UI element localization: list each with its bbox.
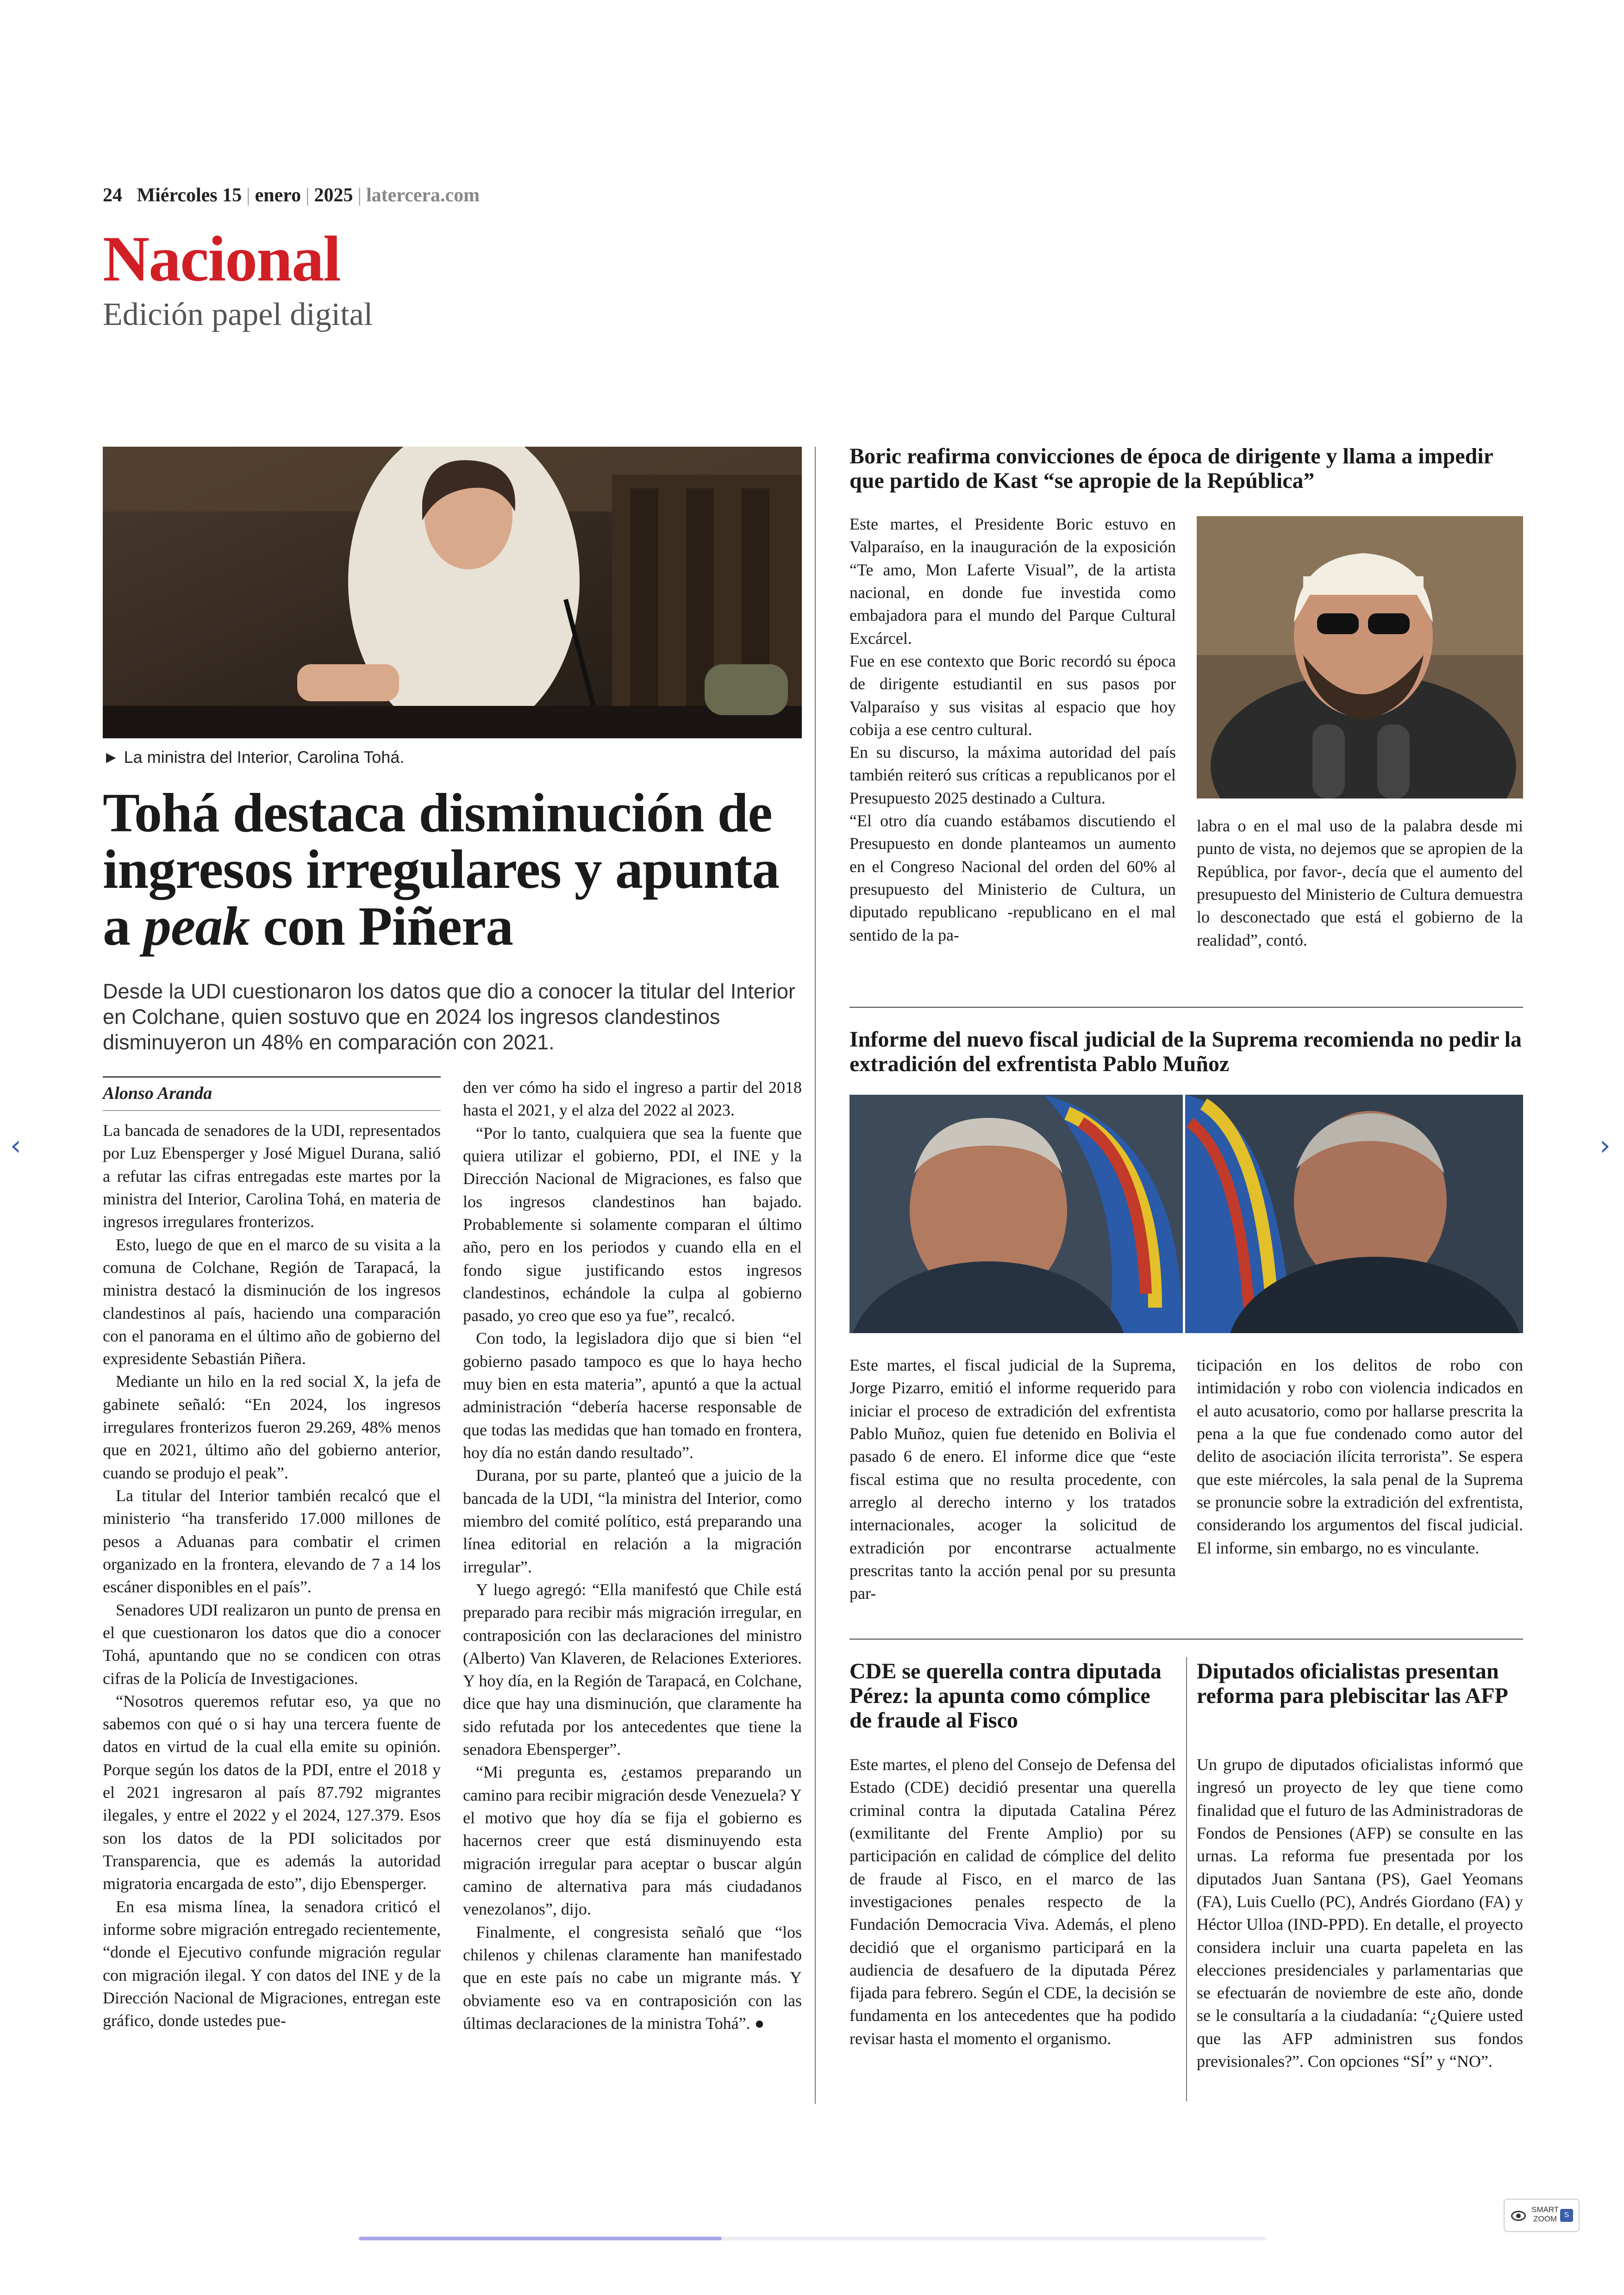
main-col2-p: Con todo, la legisladora dijo que si bien “el gobierno pasado tampoco es que lo haya hecho muy bien en esta materia”, apuntó a que la actual administración “debería hacerse responsable de que todas las medidas que han tomado en frontera, hoy día no están dando resultado”. [463, 1329, 802, 1462]
main-byline: Alonso Aranda [103, 1084, 212, 1103]
cde-body [849, 1753, 1176, 2050]
main-headline-end: con Piñera [263, 895, 513, 957]
smart-zoom-label-2: ZOOM [1533, 2214, 1557, 2224]
main-col1-p: Esto, luego de que en el marco de su visita a la comuna de Colchane, Región de Tarapacá, la ministra destacó la disminución de los ingresos clandestinos al país, haciendo una comparación con el panorama en el último año de gobierno del expresidente Sebastián Piñera. [103, 1235, 441, 1368]
section-subtitle: Edición papel digital [103, 297, 373, 332]
main-col1-p: En esa misma línea, la senadora criticó el informe sobre migración entregado recientemente, “donde el Ejecutivo confunde migración regular con migración ilegal. Y con datos del INE y de la Dirección Nacional de Migraciones, entregan este gráfico, donde ustedes pue- [103, 1897, 441, 2030]
main-photo-caption: ► La ministra del Interior, Carolina Tohá. [103, 748, 405, 767]
main-col2-p: Y luego agregó: “Ella manifestó que Chile está preparado para recibir más migración irregular, en contraposición con las declaraciones del ministro (Alberto) Van Klaveren, de Relaciones Exteriores. Y hoy día, en la Región de Tarapacá, en Colchane, dice que hay una disminución, que claramente ha sido refutada por los antecedentes que tiene la senadora Ebensperger”. [463, 1580, 802, 1759]
boric-photo-illustration [1197, 516, 1523, 798]
header-month: enero [255, 185, 301, 206]
boric-p: “El otro día cuando estábamos discutiendo el Presupuesto en donde planteamos un aumento en el Congreso Nacional del orden del 60% al presupuesto del Ministerio de Cultura, un diputado republicano -republicano en el mal sentido de la pa- [849, 811, 1176, 944]
fiscal-col-2 [1197, 1354, 1523, 1559]
page-progress-fill [359, 2237, 722, 2240]
smart-zoom-button[interactable] [1504, 2199, 1580, 2232]
main-col1-p: Mediante un hilo en la red social X, la jefa de gabinete señaló: “En 2024, los ingresos irregulares fronterizos fueron 29.269, 48% menos que en 2021, último año del gobierno anterior, cuando se produjo el peak”. [103, 1372, 441, 1482]
eye-icon [1511, 2211, 1526, 2221]
section-title: Nacional [103, 223, 340, 295]
column-divider [815, 447, 816, 2104]
boric-headline: Boric reafirma convicciones de época de dirigente y llama a impedir que partido de Kast “se apropie de la República” [849, 444, 1493, 493]
bottom-column-divider [1186, 1657, 1187, 2102]
main-headline-text: Tohá destaca disminución de ingresos irregulares y apunta a [103, 782, 780, 957]
main-headline [103, 782, 806, 957]
next-page-icon[interactable]: › [1599, 1129, 1611, 1162]
fiscal-col-1 [849, 1354, 1176, 1605]
main-col2-p: Durana, por su parte, planteó que a juicio de la bancada de la UDI, “la ministra del Interior, como miembro del comité político, está preparando una línea editorial en relación a la migración irregular”. [463, 1466, 802, 1576]
main-headline-italic: peak [144, 895, 250, 957]
fiscal-photo-left [849, 1095, 1183, 1333]
munoz-photo-illustration [849, 1095, 1183, 1333]
byline-rule-bottom [103, 1110, 441, 1111]
header-year: 2025 [314, 185, 353, 206]
section-rule-1 [849, 1007, 1523, 1008]
main-col1-p: “Nosotros queremos refutar eso, ya que no sabemos con qué o si hay una tercera fuente de datos en virtud de la cual ella emite su opinión. Porque según los datos de la PDI, entre el 2018 y el 2021 ingresaron al país 87.792 migrantes ilegales, y entre el 2022 y el 2024, 127.379. Esos son los datos de la PDI solicitados por Transparencia, que es además la autoridad migratoria encargada de esto”, dijo Ebensperger. [103, 1691, 441, 1893]
byline-rule [103, 1076, 441, 1078]
main-article-photo [103, 447, 802, 738]
afp-body-text: Un grupo de diputados oficialistas informó que ingresó un proyecto de ley que tiene como finalidad que el futuro de las Administradoras de Fondos de Pensiones (AFP) se consulte en las urnas. La reforma fue presentada por los diputados Juan Santana (PS), Gael Yeomans (FA), Luis Cuello (PC), Andrés Giordano (FA) y Héctor Ulloa (IND-PPD). En detalle, el proyecto considera incluir una cuarta papeleta en las elecciones presidenciales y parlamentarias que se efectuarán de noviembre de este año, donde se le consultaría a la ciudadanía: “¿Quiere usted que las AFP administren sus fondos previsionales?”. Con opciones “SÍ” y “NO”. [1197, 1755, 1523, 2071]
main-col-1 [103, 1119, 441, 2033]
fiscal-col1-text: Este martes, el fiscal judicial de la Suprema, Jorge Pizarro, emitió el informe requerido para iniciar el proceso de extradición del exfrentista Pablo Muñoz, quien fue detenido en Bolivia el pasado 6 de enero. El informe dice que “este fiscal estima que no resulta procedente, con arreglo al derecho interno y los tratados internacionales, acoger la solicitud de extradición por encontrarse actualmente prescritas tanto la acción penal por su presunta par- [849, 1356, 1176, 1603]
boric-p: Fue en ese contexto que Boric recordó su época de dirigente estudiantil en sus pasos por Valparaíso y sus visitas al espacio que hoy cobija a ese centro cultural. [849, 651, 1176, 739]
boric-p: Este martes, el Presidente Boric estuvo en Valparaíso, en la inauguración de la exposición “Te amo, Mon Laferte Visual”, de la artista nacional, en donde fue investida como embajadora para el mundo del Parque Cultural Excárcel. [849, 515, 1176, 648]
cde-body-text: Este martes, el pleno del Consejo de Defensa del Estado (CDE) decidió presentar una querella criminal contra la diputada Catalina Pérez (exmilitante del Frente Amplio) por su participación en calidad de cómplice del delito de fraude al Fisco, en el marco de las investigaciones penales respecto de la Fundación Democracia Viva. Además, el pleno decidió que el organismo participará en la audiencia de desafuero de la diputada Pérez fijada para febrero. Según el CDE, la decisión se fundamenta en los antecedentes que ha podido revisar hasta el momento el organismo. [849, 1755, 1176, 2048]
fiscal-headline: Informe del nuevo fiscal judicial de la Suprema recomienda no pedir la extradición del exfrentista Pablo Muñoz [849, 1027, 1522, 1076]
afp-headline: Diputados oficialistas presentan reforma para plebiscitar las AFP [1197, 1659, 1508, 1708]
page-header: 24 Miércoles 15 | enero | 2025 | latercera.com [103, 185, 480, 206]
afp-body [1197, 1753, 1523, 2073]
main-col1-p: La bancada de senadores de la UDI, representados por Luz Ebensperger y José Miguel Durana, salió a refutar las cifras entregadas este martes por la ministra del Interior, Carolina Tohá, en materia de ingresos irregulares fronterizos. [103, 1121, 441, 1231]
fiscal-col2-text: ticipación en los delitos de robo con intimidación y robo con violencia indicados en el auto acusatorio, como por hallarse prescrita la pena a la que fue condenado como autor del delito de asociación ilícita terrorista”. Se espera que este miércoles, la sala penal de la Suprema se pronuncie sobre la extradición del exfrentista, considerando los argumentos del fiscal judicial. El informe, sin embargo, no es vinculante. [1197, 1356, 1523, 1557]
page-number: 24 [103, 185, 122, 206]
main-deck: Desde la UDI cuestionaron los datos que dio a conocer la titular del Interior en Colchane, quien sostuvo que en 2024 los ingresos clandestinos disminuyeron un 48% en comparación con 2021. [103, 979, 795, 1054]
smart-zoom-label: SMART [1531, 2205, 1559, 2214]
munoz-profile-illustration [1185, 1095, 1523, 1333]
header-site: latercera.com [366, 185, 480, 206]
cde-headline: CDE se querella contra diputada Pérez: la apunta como cómplice de fraude al Fisco [849, 1659, 1162, 1733]
prev-page-icon[interactable]: ‹ [10, 1129, 21, 1162]
main-col2-p: Finalmente, el congresista señaló que “los chilenos y chilenas claramente han manifestado que en este país no cabe un migrante más. Y obviamente eso va en contraposición con las últimas declaraciones de la ministra Tohá”. ● [463, 1922, 802, 2033]
boric-col-1 [849, 513, 1176, 947]
boric-photo [1197, 516, 1523, 798]
main-col2-p: “Por lo tanto, cualquiera que sea la fuente que quiera utilizar el gobierno, PDI, el INE y la Dirección Nacional de Migraciones, es falso que los ingresos clandestinos han bajado. Probablemente si solamente comparan el último año, pero en los periodos y cuando ella en el fondo sigue justificando estos ingresos clandestinos, echándole la culpa al gobierno pasado, yo creo que eso ya fue”, recalcó. [463, 1123, 802, 1325]
boric-p: En su discurso, la máxima autoridad del país también reiteró sus críticas a republicanos por el Presupuesto 2025 destinado a Cultura. [849, 743, 1176, 807]
boric-col-2 [1197, 815, 1523, 952]
main-col1-p: Senadores UDI realizaron un punto de prensa en el que cuestionaron los datos que dio a conocer Tohá, apuntando que no se condicen con otras cifras de la Policía de Investigaciones. [103, 1600, 441, 1688]
main-col2-p: “Mi pregunta es, ¿estamos preparando un camino para recibir migración desde Venezuela? Y el motivo que hoy día se fija el gobierno es hacernos creer que está disminuyendo esta migración irregular para aceptar o buscar algún camino de alternativa para más ciudadanos venezolanos”, dijo. [463, 1763, 802, 1919]
boric-col2-text: labra o en el mal uso de la palabra desde mi punto de vista, no dejemos que se apropien de la República, por favor-, decía que el aumento del presupuesto del Ministerio de Cultura demuestra lo desconectado que está el gobierno de la realidad”, contó. [1197, 817, 1523, 949]
section-rule-2 [849, 1639, 1523, 1640]
smart-zoom-badge: S [1560, 2209, 1573, 2222]
main-col-2 [463, 1076, 802, 2035]
toha-photo-illustration [103, 447, 802, 738]
main-col1-p: La titular del Interior también recalcó que el ministerio “ha transferido 17.000 millones de pesos a Aduanas para combatir el crimen organizado en la frontera, elevando de 7 a 14 los escáner disponibles en el país”. [103, 1486, 441, 1597]
header-day: Miércoles 15 [137, 185, 242, 206]
fiscal-photo-right [1185, 1095, 1523, 1333]
main-col2-p: den ver cómo ha sido el ingreso a partir del 2018 hasta el 2021, y el alza del 2022 al 2023. [463, 1078, 802, 1120]
